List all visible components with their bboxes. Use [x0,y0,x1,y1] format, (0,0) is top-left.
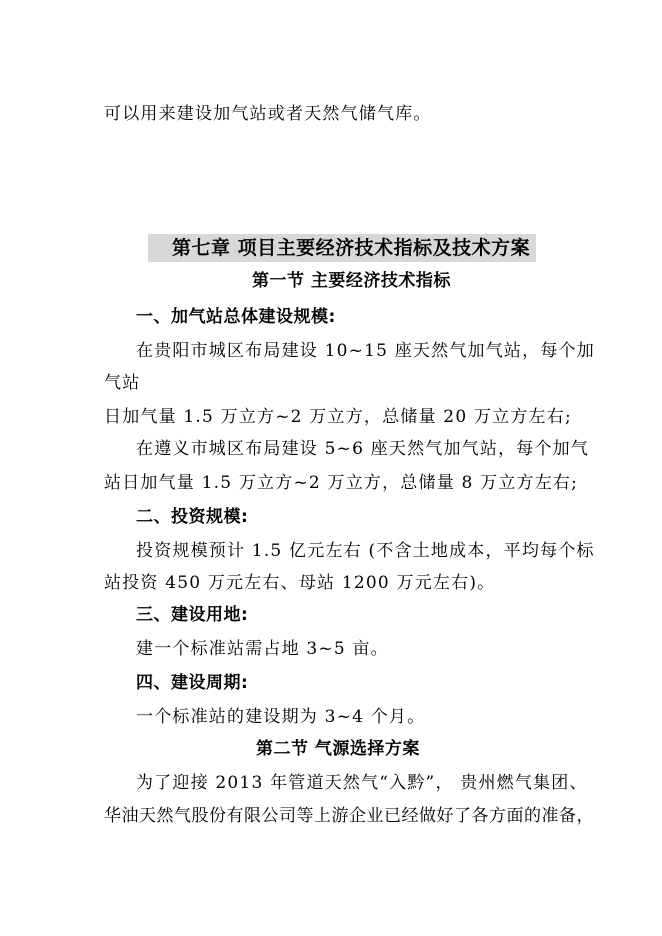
item-4-heading: 四、建设周期: [136,673,249,693]
item-1-line-1: 在贵阳市城区布局建设 10~15 座天然气加气站，每个加 [136,341,595,361]
item-3-line-1: 建一个标准站需占地 3~5 亩。 [136,639,389,659]
section-1-title: 第一节 主要经济技术指标 [252,271,451,291]
item-1-heading: 一、加气站总体建设规模: [136,307,336,327]
item-2-heading: 二、投资规模: [136,507,249,527]
section-2-line-1: 为了迎接 2013 年管道天然气“入黔”， 贵州燃气集团、 [136,773,588,793]
item-2-line-1: 投资规模预计 1.5 亿元左右 (不含土地成本，平均每个标 [136,541,595,561]
section-2-line-2: 华油天然气股份有限公司等上游企业已经做好了各方面的准备， [104,806,594,826]
item-4-line-1: 一个标准站的建设期为 3~4 个月。 [136,707,426,727]
item-1-line-3: 日加气量 1.5 万立方~2 万立方，总储量 20 万立方左右; [104,407,572,427]
section-2-title: 第二节 气源选择方案 [256,739,420,759]
item-3-heading: 三、建设用地: [136,605,249,625]
intro-paragraph-line: 可以用来建设加气站或者天然气储气库。 [104,104,432,124]
chapter-title: 第七章 项目主要经济技术指标及技术方案 [172,237,531,259]
item-1-line-4: 在遵义市城区布局建设 5~6 座天然气加气站，每个加气 [136,439,590,459]
item-1-line-5: 站日加气量 1.5 万立方~2 万立方，总储量 8 万立方左右; [104,473,579,493]
item-2-line-2: 站投资 450 万元左右、母站 1200 万元左右)。 [104,573,496,593]
item-1-line-2: 气站 [104,373,141,393]
